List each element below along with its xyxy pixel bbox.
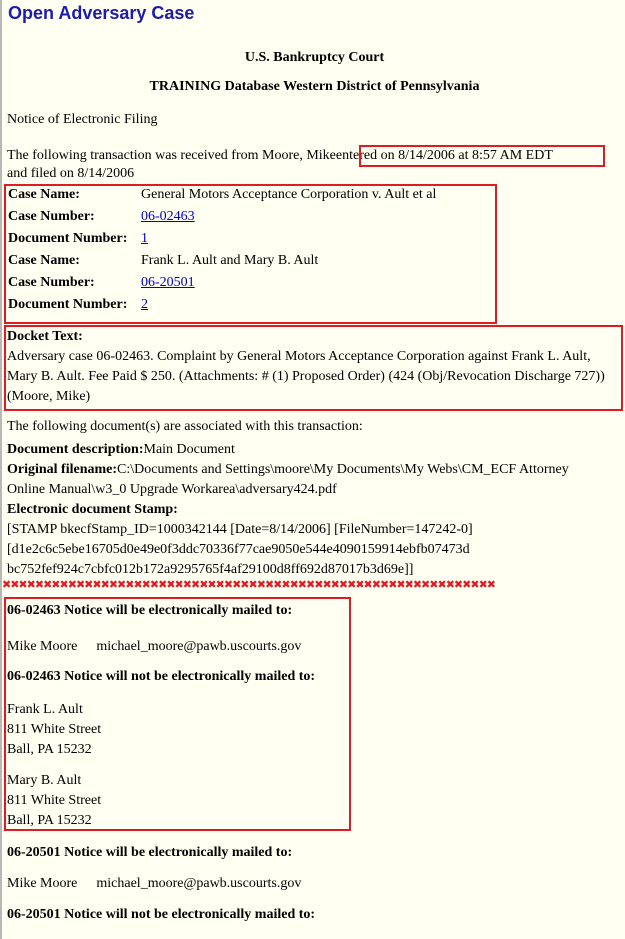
case1-doc-link[interactable]: 1 [141,231,148,246]
recipient-name: Mike Moore [7,876,78,891]
section-separator: ✖✖✖✖✖✖✖✖✖✖✖✖✖✖✖✖✖✖✖✖✖✖✖✖✖✖✖✖✖✖✖✖✖✖✖✖✖✖✖✖✖✖✖✖✖✖✖✖✖✖✖✖✖✖✖✖✖✖✖✖ [2,578,496,591]
case-name-label: Case Name: [8,187,80,202]
documents-intro: The following document(s) are associated with this transaction: [7,419,363,434]
docket-text: Adversary case 06-02463. Complaint by General Motors Acceptance Corporation against Frank L. Ault, Mary B. Ault. Fee Paid $ 250. (Attachments: # (1) Proposed Order) (424 (Obj/Revocation Discharge 727)) (Moore, Mike) [7,349,605,404]
original-filename-row [7,460,569,480]
description-value: Main Document [143,442,235,457]
filename-value: C:\Documents and Settings\moore\My Documents\My Webs\CM_ECF Attorney [117,462,569,477]
stamp-line1: [STAMP bkecfStamp_ID=1000342144 [Date=8/14/2006] [FileNumber=147242-0] [7,522,473,537]
case-number-label: Case Number: [8,209,95,224]
stamp-line3: bc752fef924c7cbfc012b172a9295765f4af29100d8ff692d87017b3d69e]] [7,562,414,577]
case1-number-link[interactable]: 06-02463 [141,209,195,224]
case1-not-mailed-heading: 06-02463 Notice will not be electronically mailed to: [7,669,316,684]
case1-name: General Motors Acceptance Corporation v. Ault et al [141,187,437,202]
recipient1-street: 811 White Street [7,722,102,737]
case2-not-mailed-heading: 06-20501 Notice will not be electronically mailed to: [7,907,316,922]
document-number-label: Document Number: [8,297,128,312]
recipient1-city: Ball, PA 15232 [7,742,92,757]
case2-number-link[interactable]: 06-20501 [141,275,195,290]
page-title: Open Adversary Case [8,3,195,23]
case1-name-row [8,185,436,205]
stamp-label: Electronic document Stamp: [7,502,178,517]
district-name: TRAINING Database Western District of Pennsylvania [149,79,480,94]
recipient-email: michael_moore@pawb.uscourts.gov [96,876,302,891]
filed-text: and filed on 8/14/2006 [7,166,135,181]
recipient-email: michael_moore@pawb.uscourts.gov [96,639,302,654]
court-name: U.S. Bankruptcy Court [244,50,385,65]
case2-doc-link[interactable]: 2 [141,297,148,312]
case1-doc-row [8,229,148,249]
entered-text: entered on 8/14/2006 at 8:57 AM EDT [335,148,553,163]
document-description-row [7,440,235,460]
notice-heading: Notice of Electronic Filing [7,112,158,127]
case2-number-row [8,273,195,293]
case-number-label: Case Number: [8,275,95,290]
stamp-line2: [d1e2c6c5ebe16705d0e49e0f3ddc70336f77cae9050e544e4090159914ebfb07473d [7,542,470,557]
document-number-label: Document Number: [8,231,128,246]
case-name-label: Case Name: [8,253,80,268]
case2-doc-row [8,295,148,315]
docket-label: Docket Text: [7,329,83,344]
case2-name: Frank L. Ault and Mary B. Ault [141,253,319,268]
case2-mailed-recipient [7,874,301,894]
case2-mailed-heading: 06-20501 Notice will be electronically mailed to: [7,845,293,860]
recipient2-street: 811 White Street [7,793,102,808]
filename-label: Original filename: [7,462,118,477]
recipient1-name: Frank L. Ault [7,702,83,717]
case2-name-row [8,251,318,271]
highlight-entered [359,145,605,167]
recipient2-city: Ball, PA 15232 [7,813,92,828]
filename-line2: Online Manual\w3_0 Upgrade Workarea\adversary424.pdf [7,482,337,497]
recipient2-name: Mary B. Ault [7,773,82,788]
case1-number-row [8,207,195,227]
recipient-name: Mike Moore [7,639,78,654]
description-label: Document description: [7,442,144,457]
case1-mailed-heading: 06-02463 Notice will be electronically mailed to: [7,603,293,618]
case1-mailed-recipient [7,637,301,657]
received-text: The following transaction was received from Moore, Mike [7,148,336,163]
